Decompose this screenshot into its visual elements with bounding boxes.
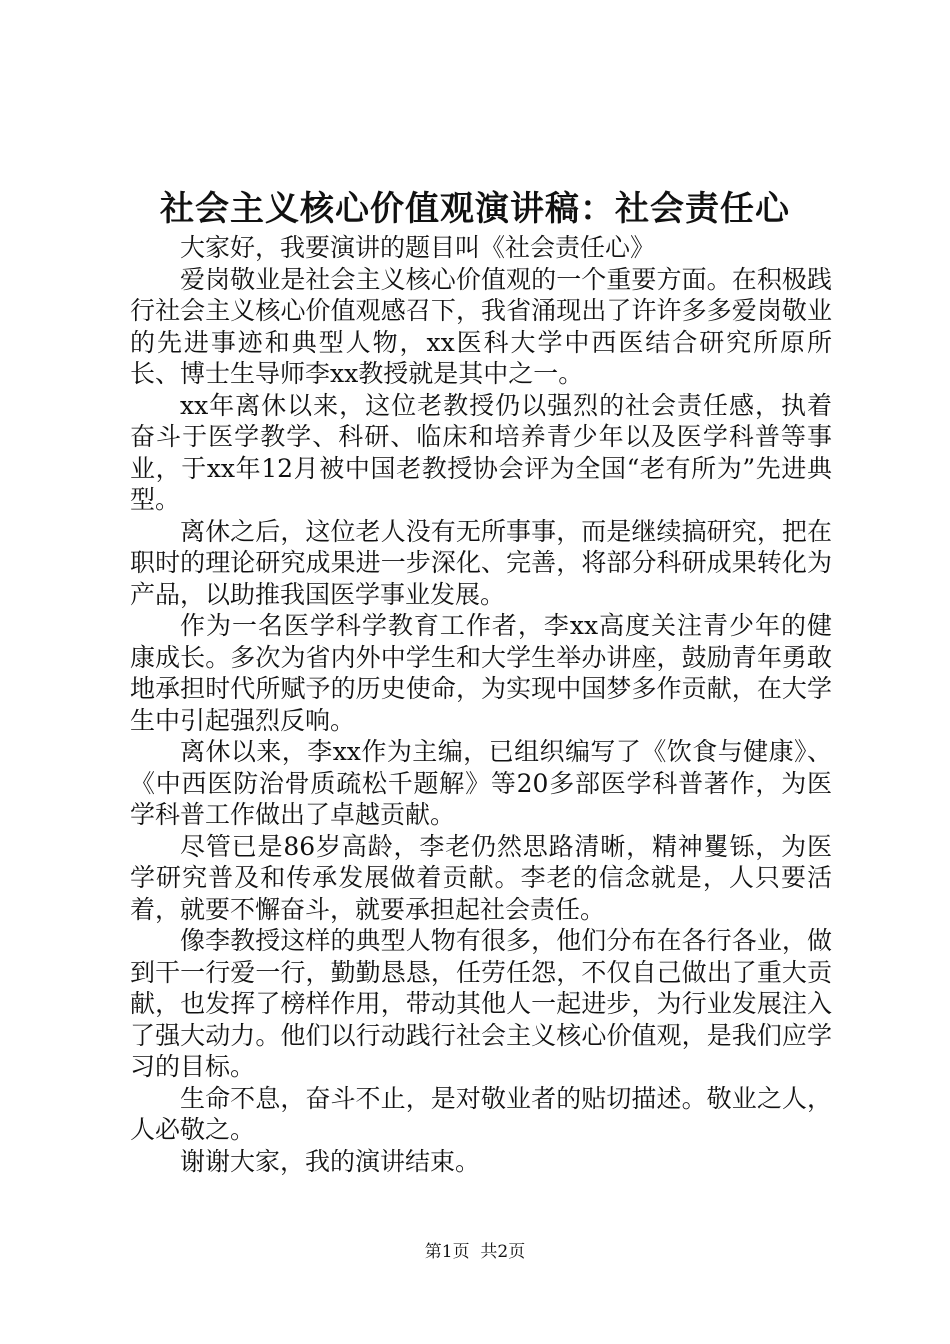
paragraph: 生命不息，奋斗不止，是对敬业者的贴切描述。敬业之人，人必敬之。 (130, 1083, 832, 1144)
paragraph-closing: 谢谢大家，我的演讲结束。 (180, 1146, 481, 1176)
paragraph: 像李教授这样的典型人物有很多，他们分布在各行各业，做到干一行爱一行，勤勤恳恳，任劳任怨，不仅自己做出了重大贡献，也发挥了榜样作用，带动其他人一起进步，为行业发展注入了强大动力。他们以行动践行社会主义核心价值观，是我们应学习的目标。 (130, 926, 832, 1081)
paragraph: 尽管已是86岁高龄，李老仍然思路清晰，精神矍铄，为医学研究普及和传承发展做着贡献。李老的信念就是，人只要活着，就要不懈奋斗，就要承担起社会责任。 (130, 831, 832, 924)
document-title: 社会主义核心价值观演讲稿：社会责任心 (160, 189, 790, 229)
page-number: 第1页 共2页 (424, 1242, 526, 1262)
page-footer (0, 1240, 950, 1264)
document-body (130, 232, 832, 1177)
paragraph: 离休之后，这位老人没有无所事事，而是继续搞研究，把在职时的理论研究成果进一步深化、完善，将部分科研成果转化为产品，以助推我国医学事业发展。 (130, 516, 832, 609)
paragraph: 离休以来，李xx作为主编，已组织编写了《饮食与健康》、《中西医防治骨质疏松千题解》等20多部医学科普著作，为医学科普工作做出了卓越贡献。 (130, 737, 832, 829)
paragraph-greeting: 大家好，我要演讲的题目叫《社会责任心》 (180, 233, 656, 262)
paragraph: xx年离休以来，这位老教授仍以强烈的社会责任感，执着奋斗于医学教学、科研、临床和培养青少年以及医学科普等事业，于xx年12月被中国老教授协会评为全国“老有所为”先进典型。 (130, 390, 832, 514)
paragraph: 爱岗敬业是社会主义核心价值观的一个重要方面。在积极践行社会主义核心价值观感召下，我省涌现出了许许多多爱岗敬业的先进事迹和典型人物，xx医科大学中西医结合研究所原所长、博士生导师李xx教授就是其中之一。 (130, 264, 832, 388)
paragraph: 作为一名医学科学教育工作者，李xx高度关注青少年的健康成长。多次为省内外中学生和大学生举办讲座，鼓励青年勇敢地承担时代所赋予的历史使命，为实现中国梦多作贡献，在大学生中引起强烈反响。 (130, 611, 832, 735)
